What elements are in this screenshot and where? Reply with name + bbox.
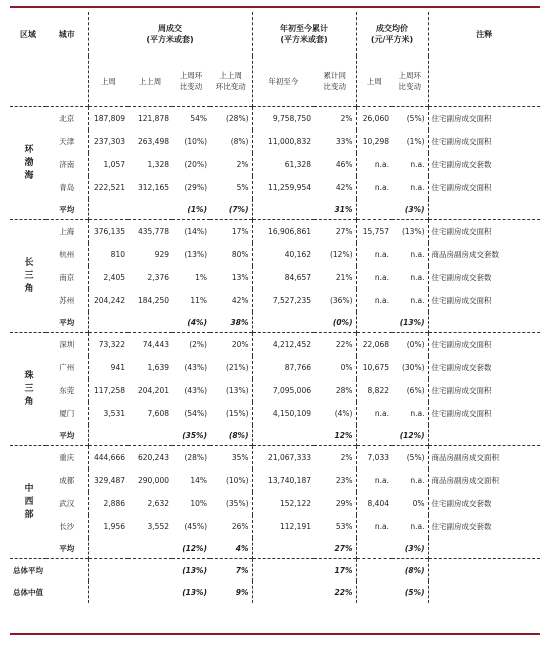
region-label: 珠三角 bbox=[10, 333, 46, 446]
price-wow-cell: (13%) bbox=[392, 220, 428, 244]
price-cell: n.a. bbox=[356, 153, 392, 176]
summary-label: 总体中值 bbox=[13, 587, 43, 597]
wow2-cell: (8%) bbox=[230, 137, 249, 146]
ytd-yoy-cell: 2% bbox=[314, 446, 356, 470]
wow2-cell: 26% bbox=[231, 522, 249, 531]
average-label: 平均 bbox=[59, 204, 75, 214]
ytd-cell: 61,328 bbox=[252, 153, 314, 176]
note-cell: 住宅副房成交面积 bbox=[428, 333, 540, 357]
avg-yoy-cell: 31% bbox=[334, 204, 353, 214]
empty-cell bbox=[88, 559, 128, 582]
ytd-cell: 7,095,006 bbox=[252, 379, 314, 402]
city-cell: 广州 bbox=[59, 363, 75, 372]
wow2-cell: (35%) bbox=[225, 499, 249, 508]
note-cell: 住宅副房成交面积 bbox=[428, 130, 540, 153]
wow2-cell: 35% bbox=[210, 446, 252, 470]
summary-wow2-cell: 9% bbox=[235, 587, 249, 597]
note-cell: 住宅副房成交面积 bbox=[428, 220, 540, 244]
last-week-cell: 204,242 bbox=[88, 289, 128, 312]
last-week-cell: 2,405 bbox=[88, 266, 128, 289]
last-week-cell: 117,258 bbox=[88, 379, 128, 402]
price-cell: n.a. bbox=[356, 176, 392, 199]
price-wow-cell: (30%) bbox=[401, 363, 425, 372]
prev-week-cell: 204,201 bbox=[137, 386, 169, 395]
region-average-row bbox=[10, 425, 540, 446]
avg-wow2-cell: (8%) bbox=[228, 430, 249, 440]
price-cell: 8,822 bbox=[356, 379, 392, 402]
empty-cell bbox=[356, 425, 392, 446]
price-wow-cell: 0% bbox=[412, 499, 425, 508]
empty-cell bbox=[128, 581, 172, 603]
document-page bbox=[10, 0, 540, 646]
wow-cell: 14% bbox=[190, 476, 207, 485]
last-week-cell: 1,057 bbox=[88, 153, 128, 176]
price-wow-cell: (1%) bbox=[406, 137, 425, 146]
ytd-yoy-cell: (4%) bbox=[334, 409, 353, 418]
last-week-cell: 444,666 bbox=[88, 446, 128, 470]
prev-week-cell: 7,608 bbox=[147, 409, 169, 418]
last-week-cell: 222,521 bbox=[88, 176, 128, 199]
empty-cell bbox=[428, 581, 540, 603]
city-cell: 上海 bbox=[46, 220, 88, 244]
wow2-cell: (21%) bbox=[225, 363, 249, 372]
empty-cell bbox=[428, 559, 540, 582]
ytd-cell: 4,212,452 bbox=[252, 333, 314, 357]
empty-cell bbox=[428, 538, 540, 559]
note-cell: 住宅副房成交套数 bbox=[428, 492, 540, 515]
summary-wow2-cell: 7% bbox=[210, 559, 252, 582]
wow-cell: (45%) bbox=[184, 522, 207, 531]
prev-week-cell: 2,376 bbox=[147, 273, 169, 282]
wow2-cell: (28%) bbox=[210, 107, 252, 131]
ytd-cell: 4,150,109 bbox=[252, 402, 314, 425]
price-cell: 15,757 bbox=[356, 220, 392, 244]
ytd-cell: 11,259,954 bbox=[252, 176, 314, 199]
subheader-price-wow: 上周环 比变动 bbox=[398, 71, 421, 91]
price-wow-cell: n.a. bbox=[410, 522, 425, 531]
wow-cell: (43%) bbox=[184, 386, 207, 395]
price-cell: n.a. bbox=[356, 266, 392, 289]
wow-cell: 10% bbox=[190, 499, 207, 508]
ytd-yoy-cell: (36%) bbox=[329, 296, 353, 305]
ytd-yoy-cell: 0% bbox=[340, 363, 353, 372]
housing-transactions-table bbox=[10, 12, 540, 603]
prev-week-cell: 620,243 bbox=[128, 446, 172, 470]
ytd-yoy-cell: 46% bbox=[335, 160, 353, 169]
city-cell: 长沙 bbox=[59, 522, 75, 531]
avg-price-wow-cell: (13%) bbox=[399, 317, 425, 327]
wow-cell: (43%) bbox=[184, 363, 207, 372]
table-row bbox=[10, 469, 540, 492]
subheader-price-last: 上周 bbox=[356, 56, 392, 107]
price-cell: n.a. bbox=[356, 469, 392, 492]
header-avg-price: 成交均价 (元/平方米) bbox=[356, 12, 428, 56]
average-label: 平均 bbox=[59, 430, 75, 440]
avg-yoy-cell: 27% bbox=[334, 543, 353, 553]
ytd-cell: 7,527,235 bbox=[252, 289, 314, 312]
city-cell: 北京 bbox=[46, 107, 88, 131]
empty-cell bbox=[128, 312, 172, 333]
empty-cell bbox=[356, 199, 392, 220]
ytd-yoy-cell: 21% bbox=[335, 273, 353, 282]
price-cell: 10,298 bbox=[356, 130, 392, 153]
subheader-last-week: 上周 bbox=[88, 56, 128, 107]
city-cell: 青岛 bbox=[59, 183, 75, 192]
wow-cell: 54% bbox=[172, 107, 210, 131]
empty-cell bbox=[252, 559, 314, 582]
prev-week-cell: 74,443 bbox=[128, 333, 172, 357]
avg-price-wow-cell: (3%) bbox=[404, 543, 425, 553]
price-cell: 8,404 bbox=[356, 492, 392, 515]
empty-cell bbox=[88, 199, 128, 220]
summary-price-wow-cell: (5%) bbox=[404, 587, 425, 597]
price-wow-cell: n.a. bbox=[410, 296, 425, 305]
empty-cell bbox=[128, 559, 172, 582]
ytd-cell: 13,740,187 bbox=[252, 469, 314, 492]
city-cell: 成都 bbox=[59, 476, 75, 485]
region-label: 中西部 bbox=[10, 446, 46, 559]
wow-cell: (10%) bbox=[184, 137, 207, 146]
price-wow-cell: n.a. bbox=[410, 409, 425, 418]
avg-wow2-cell: 38% bbox=[230, 317, 249, 327]
ytd-yoy-cell: 22% bbox=[314, 333, 356, 357]
city-cell: 南京 bbox=[59, 273, 75, 282]
city-cell: 东莞 bbox=[59, 386, 75, 395]
header-row-2 bbox=[10, 56, 540, 107]
empty-cell bbox=[356, 538, 392, 559]
wow-cell: 1% bbox=[195, 273, 207, 282]
table-row bbox=[10, 130, 540, 153]
note-cell: 商品房副房成交面积 bbox=[428, 469, 540, 492]
table-row bbox=[10, 266, 540, 289]
wow-cell: 11% bbox=[190, 296, 207, 305]
price-wow-cell: n.a. bbox=[410, 183, 425, 192]
table-row bbox=[10, 243, 540, 266]
empty-cell bbox=[356, 312, 392, 333]
region-label: 长三角 bbox=[10, 220, 46, 333]
wow-cell: (28%) bbox=[172, 446, 210, 470]
prev-week-cell: 3,552 bbox=[147, 522, 169, 531]
table-row bbox=[10, 176, 540, 199]
wow2-cell: (13%) bbox=[225, 386, 249, 395]
city-cell: 苏州 bbox=[59, 296, 75, 305]
city-cell: 天津 bbox=[59, 137, 75, 146]
empty-cell bbox=[88, 312, 128, 333]
empty-cell bbox=[356, 581, 392, 603]
ytd-cell: 21,067,333 bbox=[252, 446, 314, 470]
wow-cell: (2%) bbox=[172, 333, 210, 357]
subheader-wow2: 上上周 环比变动 bbox=[215, 71, 246, 91]
ytd-yoy-cell: 42% bbox=[335, 183, 353, 192]
empty-cell bbox=[128, 538, 172, 559]
empty-cell bbox=[88, 538, 128, 559]
price-cell: 10,675 bbox=[356, 356, 392, 379]
price-cell: n.a. bbox=[356, 243, 392, 266]
wow2-cell: (15%) bbox=[225, 409, 249, 418]
ytd-yoy-cell: 28% bbox=[335, 386, 353, 395]
summary-price-wow-cell: (8%) bbox=[392, 559, 428, 582]
avg-wow-cell: (35%) bbox=[182, 430, 207, 440]
prev-week-cell: 929 bbox=[154, 250, 169, 259]
header-ytd-cumulative: 年初至今累计 (平方米或套) bbox=[252, 12, 356, 56]
average-label: 平均 bbox=[59, 543, 75, 553]
last-week-cell: 2,886 bbox=[88, 492, 128, 515]
city-cell: 重庆 bbox=[46, 446, 88, 470]
price-cell: n.a. bbox=[356, 402, 392, 425]
note-cell: 住宅副房成交面积 bbox=[428, 402, 540, 425]
table-row bbox=[10, 402, 540, 425]
price-wow-cell: (6%) bbox=[406, 386, 425, 395]
summary-wow-cell: (13%) bbox=[182, 587, 207, 597]
wow-cell: (54%) bbox=[184, 409, 207, 418]
last-week-cell: 1,956 bbox=[88, 515, 128, 538]
ytd-cell: 152,122 bbox=[252, 492, 314, 515]
price-wow-cell: (5%) bbox=[392, 107, 428, 131]
note-cell: 住宅副房成交面积 bbox=[428, 289, 540, 312]
table-row bbox=[10, 515, 540, 538]
ytd-cell: 84,657 bbox=[252, 266, 314, 289]
region-average-row bbox=[10, 538, 540, 559]
empty-cell bbox=[128, 425, 172, 446]
wow2-cell: 42% bbox=[231, 296, 249, 305]
last-week-cell: 329,487 bbox=[88, 469, 128, 492]
subheader-ytd-yoy: 累计同 比变动 bbox=[323, 71, 346, 91]
wow-cell: (20%) bbox=[184, 160, 207, 169]
ytd-yoy-cell: 33% bbox=[335, 137, 353, 146]
subheader-wow: 上周环 比变动 bbox=[179, 71, 203, 91]
city-cell: 厦门 bbox=[59, 409, 75, 418]
ytd-yoy-cell: 2% bbox=[314, 107, 356, 131]
price-wow-cell: n.a. bbox=[410, 273, 425, 282]
ytd-cell: 16,906,861 bbox=[252, 220, 314, 244]
bottom-rule bbox=[10, 633, 540, 635]
wow2-cell: 5% bbox=[236, 183, 249, 192]
prev-week-cell: 290,000 bbox=[137, 476, 169, 485]
empty-cell bbox=[252, 581, 314, 603]
table-row bbox=[10, 379, 540, 402]
avg-wow-cell: (1%) bbox=[187, 204, 207, 214]
wow2-cell: 20% bbox=[210, 333, 252, 357]
price-wow-cell: n.a. bbox=[410, 250, 425, 259]
avg-wow-cell: (12%) bbox=[182, 543, 207, 553]
prev-week-cell: 312,165 bbox=[137, 183, 169, 192]
price-wow-cell: n.a. bbox=[410, 160, 425, 169]
empty-cell bbox=[252, 199, 314, 220]
empty-cell bbox=[252, 425, 314, 446]
average-label: 平均 bbox=[59, 317, 75, 327]
price-cell: 7,033 bbox=[356, 446, 392, 470]
wow-cell: (29%) bbox=[184, 183, 207, 192]
avg-wow2-cell: 4% bbox=[235, 543, 249, 553]
price-cell: 22,068 bbox=[356, 333, 392, 357]
ytd-cell: 112,191 bbox=[252, 515, 314, 538]
table-body bbox=[10, 107, 540, 604]
note-cell: 商品房副房成交套数 bbox=[428, 243, 540, 266]
header-weekly-deal: 周成交 (平方米或套) bbox=[88, 12, 252, 56]
prev-week-cell: 184,250 bbox=[137, 296, 169, 305]
ytd-yoy-cell: (12%) bbox=[329, 250, 353, 259]
wow-cell: (13%) bbox=[184, 250, 207, 259]
price-cell: n.a. bbox=[356, 289, 392, 312]
summary-label: 总体平均 bbox=[10, 559, 88, 582]
empty-cell bbox=[356, 559, 392, 582]
note-cell: 住宅副房成交套数 bbox=[428, 515, 540, 538]
top-rule bbox=[10, 6, 540, 8]
summary-row bbox=[10, 581, 540, 603]
city-cell: 深圳 bbox=[46, 333, 88, 357]
last-week-cell: 237,303 bbox=[88, 130, 128, 153]
note-cell: 住宅副房成交套数 bbox=[428, 153, 540, 176]
empty-cell bbox=[88, 581, 128, 603]
avg-yoy-cell: 12% bbox=[334, 430, 353, 440]
ytd-yoy-cell: 53% bbox=[335, 522, 353, 531]
note-cell: 商品房副房成交面积 bbox=[428, 446, 540, 470]
table-row bbox=[10, 446, 540, 470]
table-row bbox=[10, 333, 540, 357]
empty-cell bbox=[252, 312, 314, 333]
table-row bbox=[10, 289, 540, 312]
note-cell: 住宅副房成交套数 bbox=[428, 266, 540, 289]
ytd-yoy-cell: 29% bbox=[335, 499, 353, 508]
city-cell: 武汉 bbox=[59, 499, 75, 508]
price-wow-cell: n.a. bbox=[410, 476, 425, 485]
ytd-cell: 11,000,832 bbox=[252, 130, 314, 153]
wow2-cell: 17% bbox=[210, 220, 252, 244]
wow2-cell: (10%) bbox=[225, 476, 249, 485]
summary-row bbox=[10, 559, 540, 582]
prev-week-cell: 1,328 bbox=[147, 160, 169, 169]
avg-wow-cell: (4%) bbox=[187, 317, 207, 327]
price-wow-cell: (5%) bbox=[392, 446, 428, 470]
wow-cell: (14%) bbox=[172, 220, 210, 244]
table-row bbox=[10, 492, 540, 515]
price-cell: 26,060 bbox=[356, 107, 392, 131]
empty-cell bbox=[252, 538, 314, 559]
empty-cell bbox=[428, 425, 540, 446]
prev-week-cell: 1,639 bbox=[147, 363, 169, 372]
avg-price-wow-cell: (12%) bbox=[399, 430, 425, 440]
last-week-cell: 3,531 bbox=[88, 402, 128, 425]
ytd-cell: 9,758,750 bbox=[252, 107, 314, 131]
last-week-cell: 376,135 bbox=[88, 220, 128, 244]
table-row bbox=[10, 356, 540, 379]
wow2-cell: 80% bbox=[231, 250, 249, 259]
note-cell: 住宅副房成交面积 bbox=[428, 107, 540, 131]
summary-yoy-cell: 22% bbox=[334, 587, 353, 597]
avg-yoy-cell: (0%) bbox=[332, 317, 353, 327]
city-cell: 济南 bbox=[59, 160, 75, 169]
ytd-yoy-cell: 23% bbox=[335, 476, 353, 485]
city-cell: 杭州 bbox=[59, 250, 75, 259]
price-cell: n.a. bbox=[356, 515, 392, 538]
table-row bbox=[10, 107, 540, 131]
wow2-cell: 2% bbox=[236, 160, 249, 169]
prev-week-cell: 435,778 bbox=[128, 220, 172, 244]
region-average-row bbox=[10, 199, 540, 220]
header-row-1 bbox=[10, 12, 540, 56]
note-cell: 住宅副房成交面积 bbox=[428, 176, 540, 199]
wow2-cell: 13% bbox=[231, 273, 249, 282]
note-cell: 住宅副房成交面积 bbox=[428, 379, 540, 402]
header-region: 区域 bbox=[20, 29, 36, 39]
avg-price-wow-cell: (3%) bbox=[404, 204, 425, 214]
last-week-cell: 941 bbox=[88, 356, 128, 379]
last-week-cell: 73,322 bbox=[88, 333, 128, 357]
prev-week-cell: 263,498 bbox=[137, 137, 169, 146]
summary-yoy-cell: 17% bbox=[314, 559, 356, 582]
region-average-row bbox=[10, 312, 540, 333]
header-note: 注释 bbox=[428, 12, 540, 56]
ytd-cell: 40,162 bbox=[252, 243, 314, 266]
table-row bbox=[10, 153, 540, 176]
empty-cell bbox=[128, 199, 172, 220]
empty-cell bbox=[428, 312, 540, 333]
note-cell: 住宅副房成交套数 bbox=[428, 356, 540, 379]
table-row bbox=[10, 220, 540, 244]
last-week-cell: 810 bbox=[88, 243, 128, 266]
prev-week-cell: 2,632 bbox=[147, 499, 169, 508]
avg-wow2-cell: (7%) bbox=[228, 204, 249, 214]
summary-wow-cell: (13%) bbox=[172, 559, 210, 582]
empty-cell bbox=[428, 199, 540, 220]
price-wow-cell: (0%) bbox=[392, 333, 428, 357]
empty-cell bbox=[88, 425, 128, 446]
ytd-cell: 87,766 bbox=[252, 356, 314, 379]
header-city: 城市 bbox=[58, 29, 75, 39]
subheader-ytd: 年初至今 bbox=[252, 56, 314, 107]
subheader-prev-week: 上上周 bbox=[138, 76, 162, 86]
region-label: 环渤海 bbox=[10, 107, 46, 220]
last-week-cell: 187,809 bbox=[88, 107, 128, 131]
ytd-yoy-cell: 27% bbox=[314, 220, 356, 244]
prev-week-cell: 121,878 bbox=[128, 107, 172, 131]
